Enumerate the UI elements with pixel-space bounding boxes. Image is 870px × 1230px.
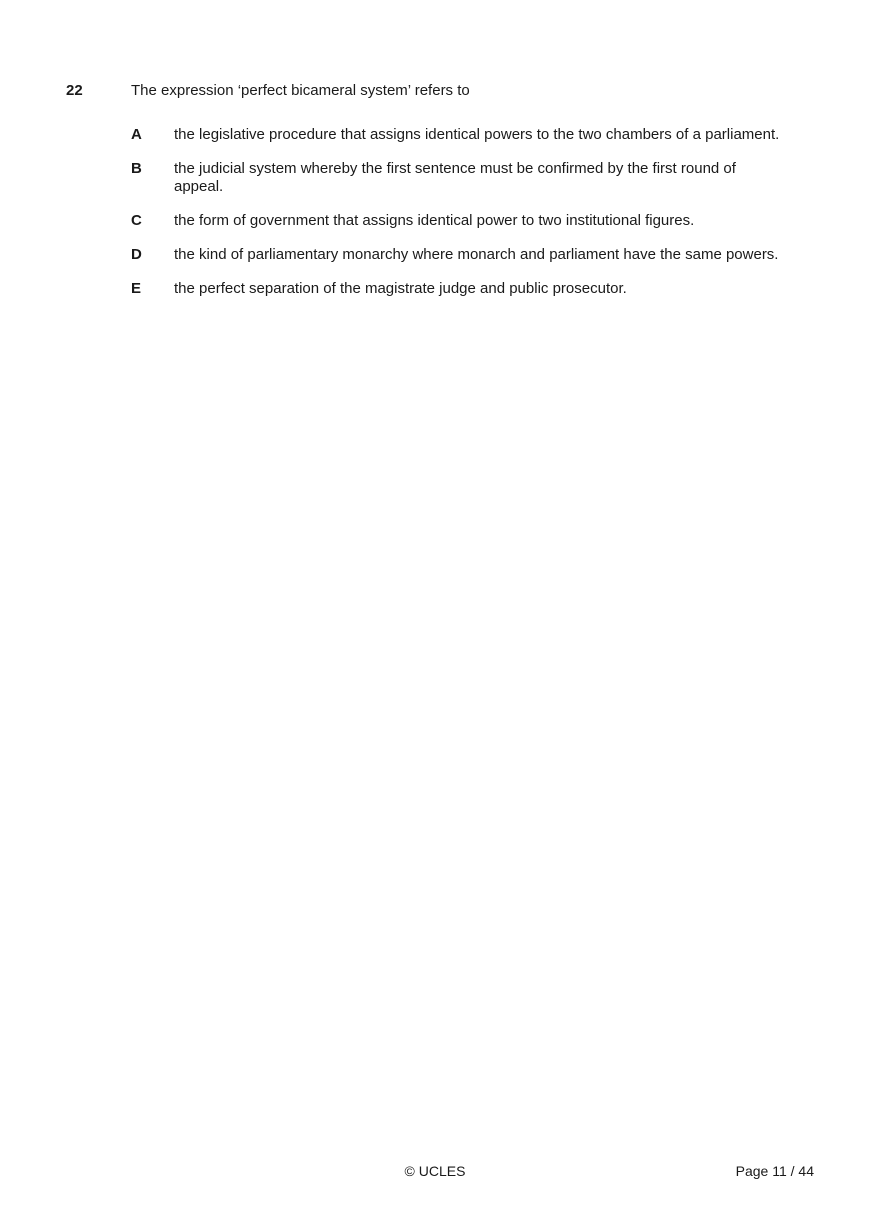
option-text: the judicial system whereby the first sentence must be confirmed by the first round of appeal.: [174, 160, 736, 195]
option-b: [131, 160, 791, 196]
option-text: the form of government that assigns identical power to two institutional figures.: [174, 212, 695, 229]
option-text: the kind of parliamentary monarchy where monarch and parliament have the same powers.: [174, 246, 779, 263]
option-letter: C: [131, 212, 142, 229]
option-c: [131, 212, 791, 230]
question-stem: The expression ‘perfect bicameral system’ refers to: [131, 82, 470, 99]
option-a: [131, 126, 791, 144]
option-text: the legislative procedure that assigns identical powers to the two chambers of a parliament.: [174, 126, 780, 143]
option-text: the perfect separation of the magistrate judge and public prosecutor.: [174, 280, 627, 297]
option-letter: B: [131, 160, 142, 177]
option-letter: E: [131, 280, 142, 297]
option-e: [131, 280, 791, 298]
question-number: 22: [66, 82, 83, 99]
option-letter: A: [131, 126, 142, 143]
option-letter: D: [131, 246, 142, 263]
footer-page-number: Page 11 / 44: [735, 1163, 814, 1179]
footer-copyright: © UCLES: [404, 1163, 466, 1179]
option-d: [131, 246, 791, 264]
answer-options: [131, 126, 791, 314]
